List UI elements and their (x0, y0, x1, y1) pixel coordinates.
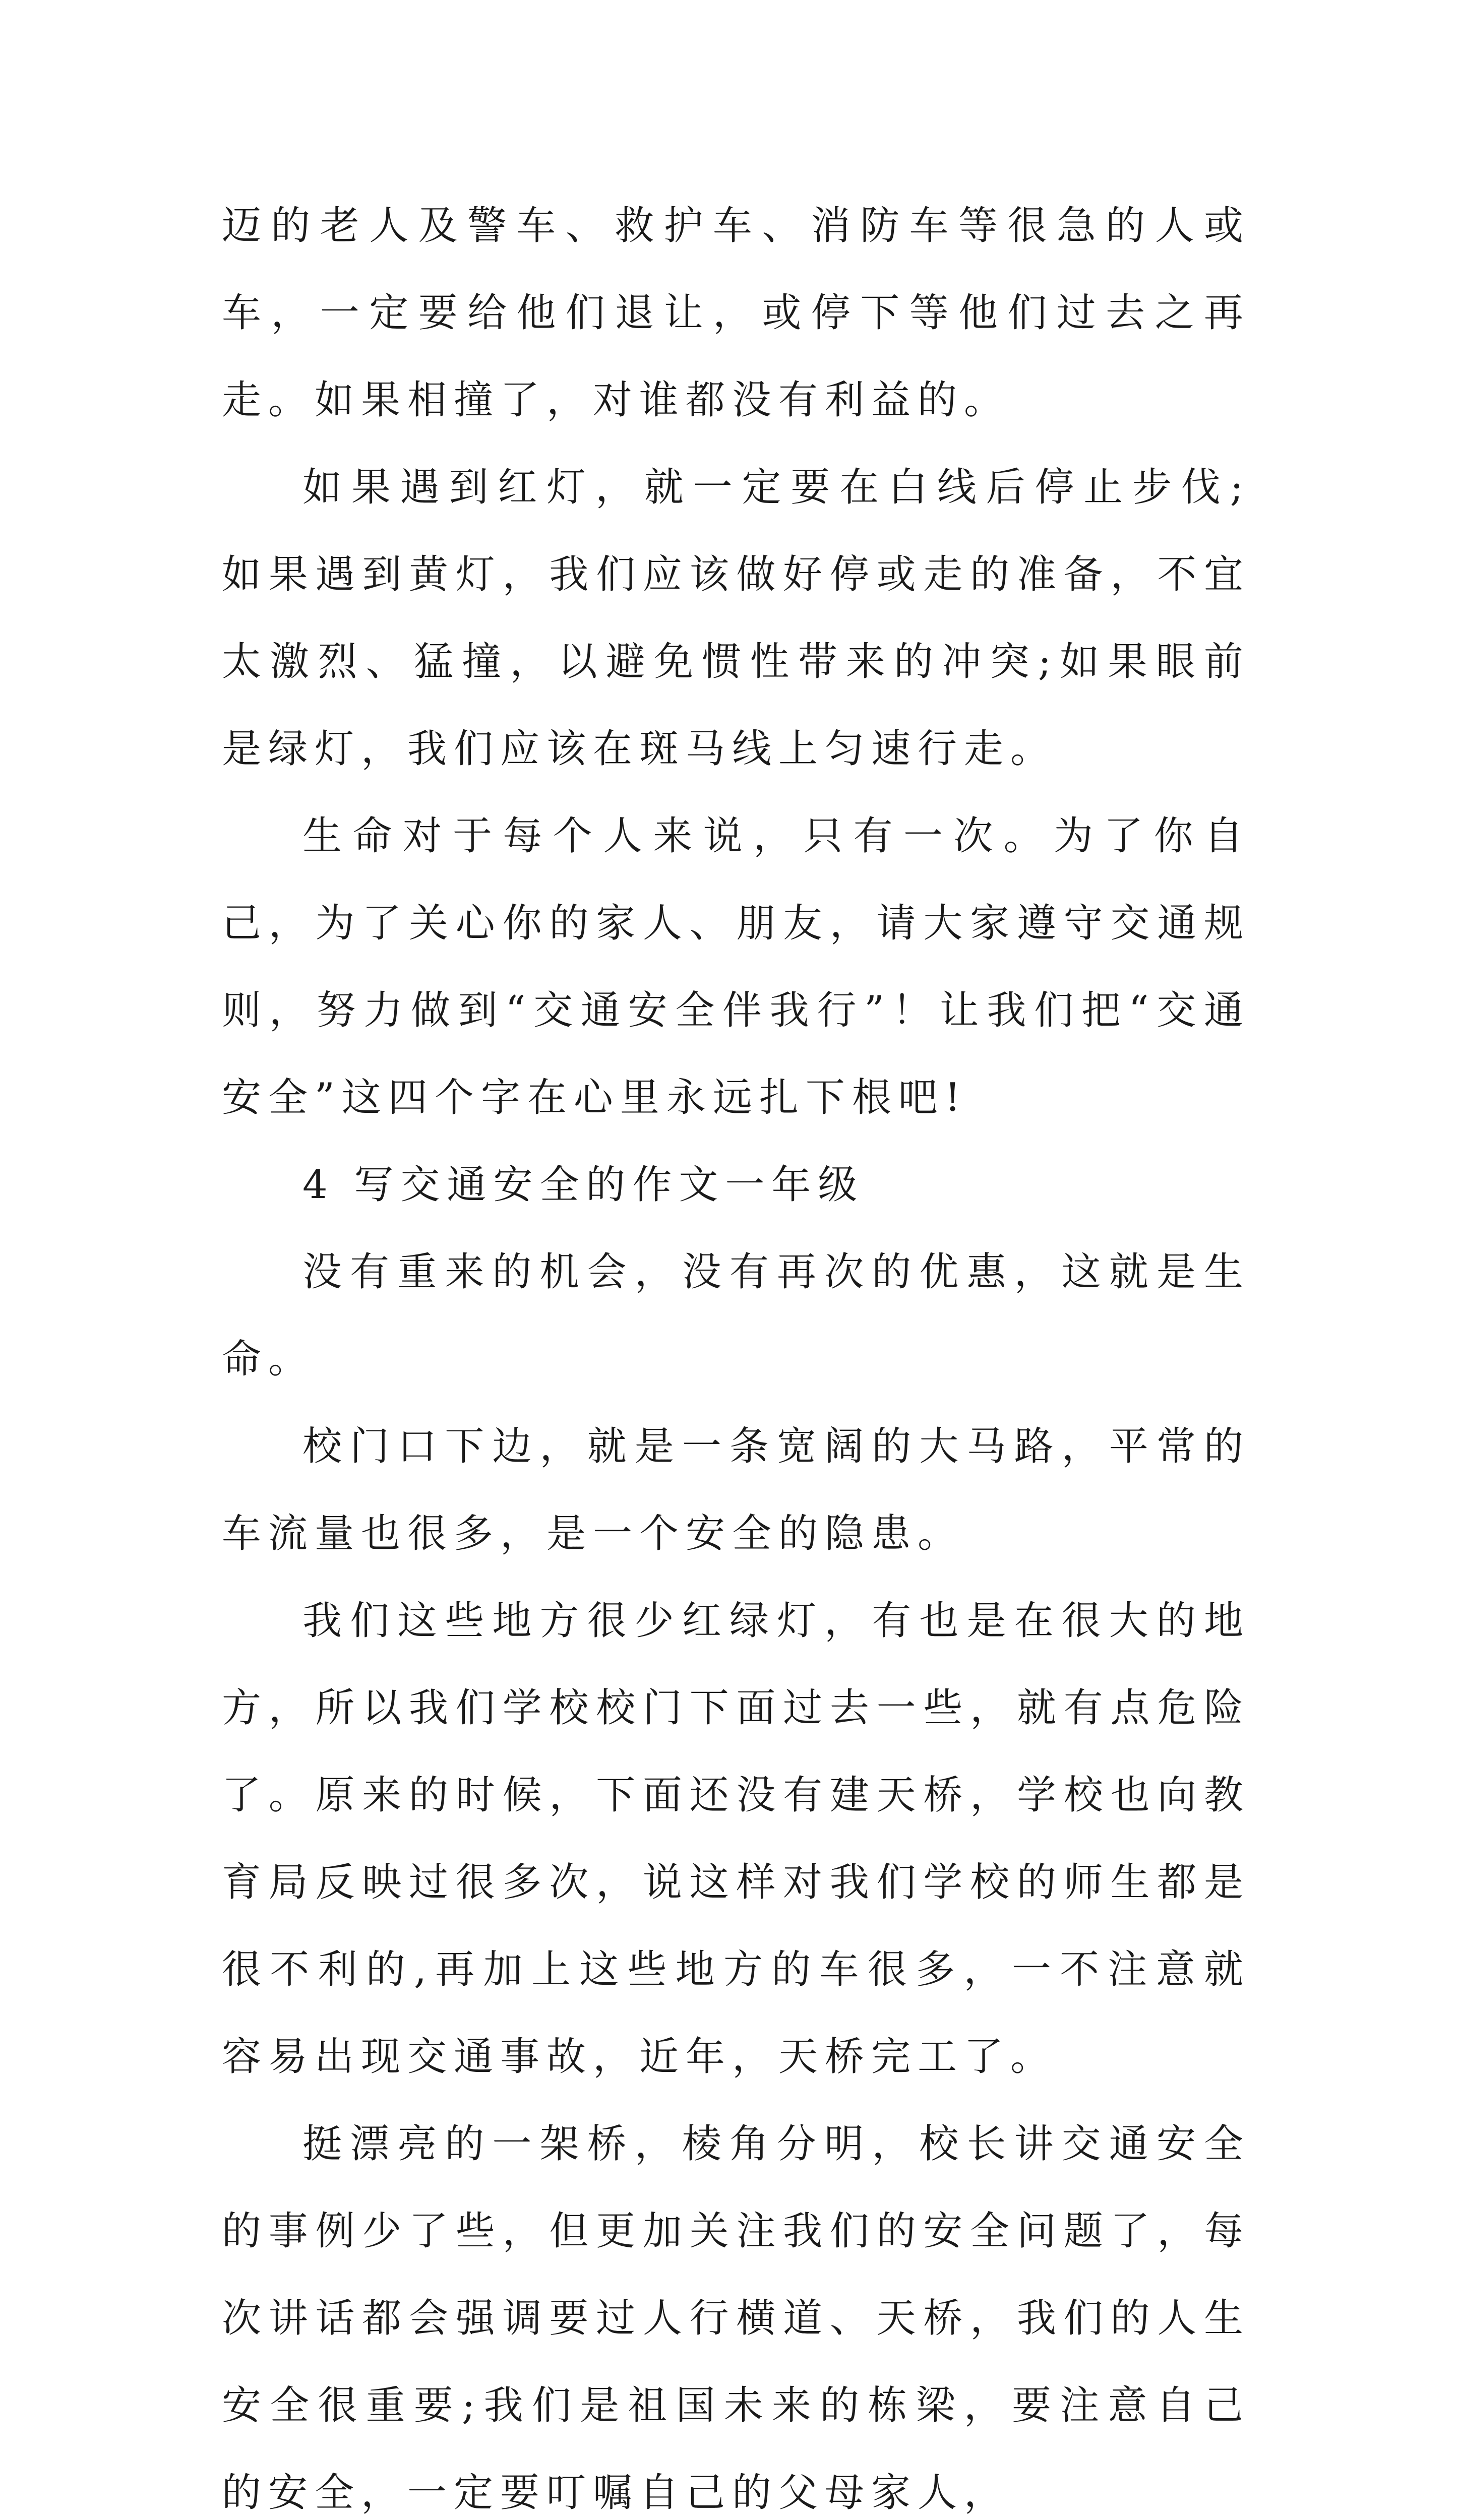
paragraph: 校门口下边，就是一条宽阔的大马路，平常的车流量也很多，是一个安全的隐患。 (222, 1424, 1250, 1556)
paragraph: 挺漂亮的一架桥，棱角分明，校长讲交通安全的事例少了些，但更加关注我们的安全问题了，每次讲话都会强调要过人行横道、天桥，我们的人生安全很重要;我们是祖国未来的栋梁，要注意自己的安全，一定要叮嘱自己的父母家人， (222, 2121, 1250, 2515)
section-heading: 4 写交通安全的作文一年级 (302, 1162, 865, 1208)
paragraph: 没有重来的机会，没有再次的优惠，这就是生命。 (222, 1249, 1250, 1382)
document-body (222, 182, 1250, 2520)
paragraph: 生命对于每个人来说，只有一次。为了你自己，为了关心你的家人、朋友，请大家遵守交通规则，努力做到“交通安全伴我行”！让我们把“交通安全”这四个字在心里永远扎下根吧! (222, 813, 1250, 1120)
paragraph: 我们这些地方很少红绿灯，有也是在很大的地方，所以我们学校校门下面过去一些，就有点危险了。原来的时候，下面还没有建天桥，学校也向教育局反映过很多次，说这样对我们学校的师生都是很不利的,再加上这些地方的车很多，一不注意就容易出现交通事故，近年，天桥完工了。 (222, 1598, 1250, 2080)
paragraph: 如果遇到红灯，就一定要在白线后停止步伐;如果遇到黄灯，我们应该做好停或走的准备，不宜太激烈、猛撞，以避免惯性带来的冲突;如果眼前是绿灯，我们应该在斑马线上匀速行走。 (222, 465, 1250, 772)
paragraph-continuation: 迈的老人及警车、救护车、消防车等很急的人或车，一定要给他们退让，或停下等他们过去之再走。如果相撞了，对谁都没有利益的。 (222, 203, 1250, 423)
